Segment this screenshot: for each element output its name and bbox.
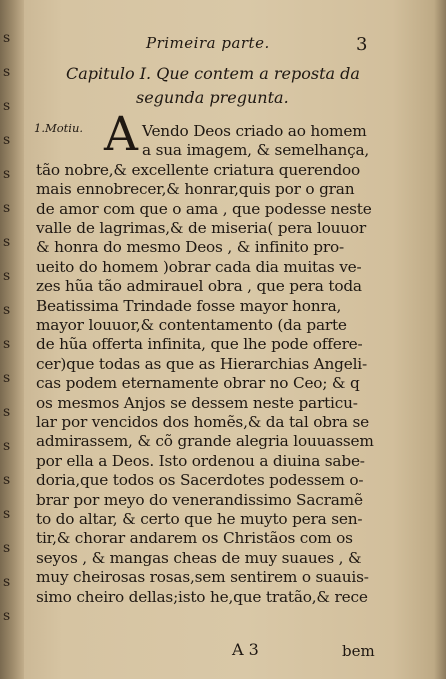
previous-page-char: s xyxy=(3,200,11,216)
previous-page-char: s xyxy=(3,336,11,352)
signature-mark: A 3 xyxy=(232,640,259,659)
body-line: os mesmos Anjos se dessem neste particu- xyxy=(36,393,358,412)
previous-page-char: s xyxy=(3,404,11,420)
body-line: muy cheirosas rosas,sem sentirem o suauis- xyxy=(36,568,369,587)
body-line: tão nobre,& excellente criatura querendoo xyxy=(36,160,361,179)
previous-page-char: s xyxy=(3,30,11,46)
drop-cap: A xyxy=(104,107,138,162)
body-line: cer)que todas as que as Hierarchias Angeli- xyxy=(36,354,367,373)
body-line: simo cheiro dellas;isto he,que tratão,& rece xyxy=(36,587,368,606)
body-line: cas podem eternamente obrar no Ceo; & q xyxy=(36,374,360,393)
body-line: mais ennobrecer,& honrar,quis por o gran xyxy=(36,180,355,199)
chapter-heading-line-1: Capitulo I. Que contem a reposta da xyxy=(66,64,360,83)
margin-note: 1.Motiu. xyxy=(34,121,84,135)
previous-page-char: s xyxy=(3,98,11,114)
body-line: & honra do mesmo Deos , & infinito pro- xyxy=(36,238,344,257)
body-line: tir,& chorar andarem os Christãos com os xyxy=(36,529,353,548)
previous-page-char: s xyxy=(3,302,11,318)
running-title: Primeira parte. xyxy=(146,34,270,52)
previous-page-char: s xyxy=(3,268,11,284)
body-line: mayor louuor,& contentamento (da parte xyxy=(36,316,347,334)
previous-page-char: s xyxy=(3,132,11,148)
body-line: de hũa offerta infinita, que lhe pode offere- xyxy=(36,335,363,354)
body-line: admirassem, & cõ grande alegria louuassem xyxy=(36,432,374,451)
previous-page-char: s xyxy=(3,574,11,590)
previous-page-char: s xyxy=(3,438,11,454)
previous-page-char: s xyxy=(3,370,11,386)
previous-page-char: s xyxy=(3,64,11,80)
previous-page-char: s xyxy=(3,608,11,624)
body-line: valle de lagrimas,& de miseria( pera louuor xyxy=(36,219,367,237)
page-number: 3 xyxy=(356,34,368,55)
body-line: seyos , & mangas cheas de muy suaues , & xyxy=(36,548,362,567)
page-right-edge-shadow xyxy=(434,0,446,679)
previous-page-char: s xyxy=(3,540,11,556)
previous-page-char: s xyxy=(3,166,11,182)
previous-page-char: s xyxy=(3,234,11,250)
body-line: Beatissima Trindade fosse mayor honra, xyxy=(36,296,342,315)
body-line: brar por meyo do venerandissimo Sacramẽ xyxy=(36,490,363,509)
body-line: lar por vencidos dos homẽs,& da tal obra se xyxy=(36,413,370,431)
body-line: zes hũa tão admirauel obra , que pera toda xyxy=(36,277,362,296)
previous-page-edge xyxy=(0,30,18,670)
body-line: to do altar, & certo que he muyto pera sen- xyxy=(36,510,363,528)
body-line: por ella a Deos. Isto ordenou a diuina sabe- xyxy=(36,451,365,470)
body-line: a sua imagem, & semelhança, xyxy=(142,141,370,160)
body-line: doria,que todos os Sacerdotes podessem o- xyxy=(36,471,364,490)
previous-page-char: s xyxy=(3,506,11,522)
body-line: ueito do homem )obrar cada dia muitas ve- xyxy=(36,257,362,276)
body-line: Vendo Deos criado ao homem xyxy=(142,122,367,140)
chapter-heading-line-2: segunda pregunta. xyxy=(136,88,289,107)
body-line: de amor com que o ama , que podesse neste xyxy=(36,199,372,218)
catchword: bem xyxy=(342,642,375,660)
previous-page-char: s xyxy=(3,472,11,488)
